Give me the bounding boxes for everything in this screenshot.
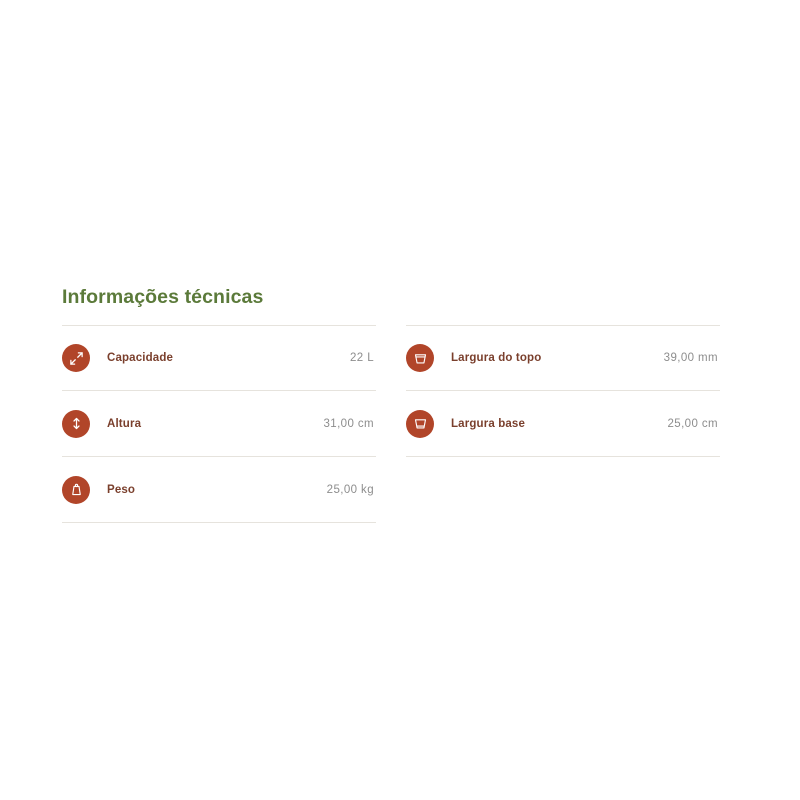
- spec-row-capacidade: [62, 325, 376, 391]
- expand-arrows-icon: [62, 344, 90, 372]
- specs-column-right: [406, 325, 720, 523]
- spec-value: 22 L: [350, 352, 374, 365]
- spec-value: 39,00 mm: [663, 352, 718, 365]
- weight-icon: [62, 476, 90, 504]
- spec-label: Largura do topo: [451, 352, 542, 365]
- pot-top-width-icon: [406, 344, 434, 372]
- spec-label: Capacidade: [107, 352, 174, 365]
- spec-row-altura: [62, 391, 376, 457]
- technical-information-section: [62, 286, 720, 523]
- page-title: Informações técnicas: [62, 286, 264, 308]
- spec-row-largura-do-topo: [406, 325, 720, 391]
- spec-row-largura-base: [406, 391, 720, 457]
- spec-label: Peso: [107, 483, 136, 496]
- spec-value: 25,00 cm: [667, 417, 718, 430]
- spec-value: 31,00 cm: [323, 417, 374, 430]
- spec-label: Largura base: [451, 417, 526, 430]
- pot-base-width-icon: [406, 410, 434, 438]
- spec-value: 25,00 kg: [326, 483, 374, 496]
- specs-column-left: [62, 325, 376, 523]
- height-arrow-icon: [62, 410, 90, 438]
- spec-row-peso: [62, 457, 376, 523]
- specs-grid: [62, 325, 720, 523]
- spec-label: Altura: [107, 417, 142, 430]
